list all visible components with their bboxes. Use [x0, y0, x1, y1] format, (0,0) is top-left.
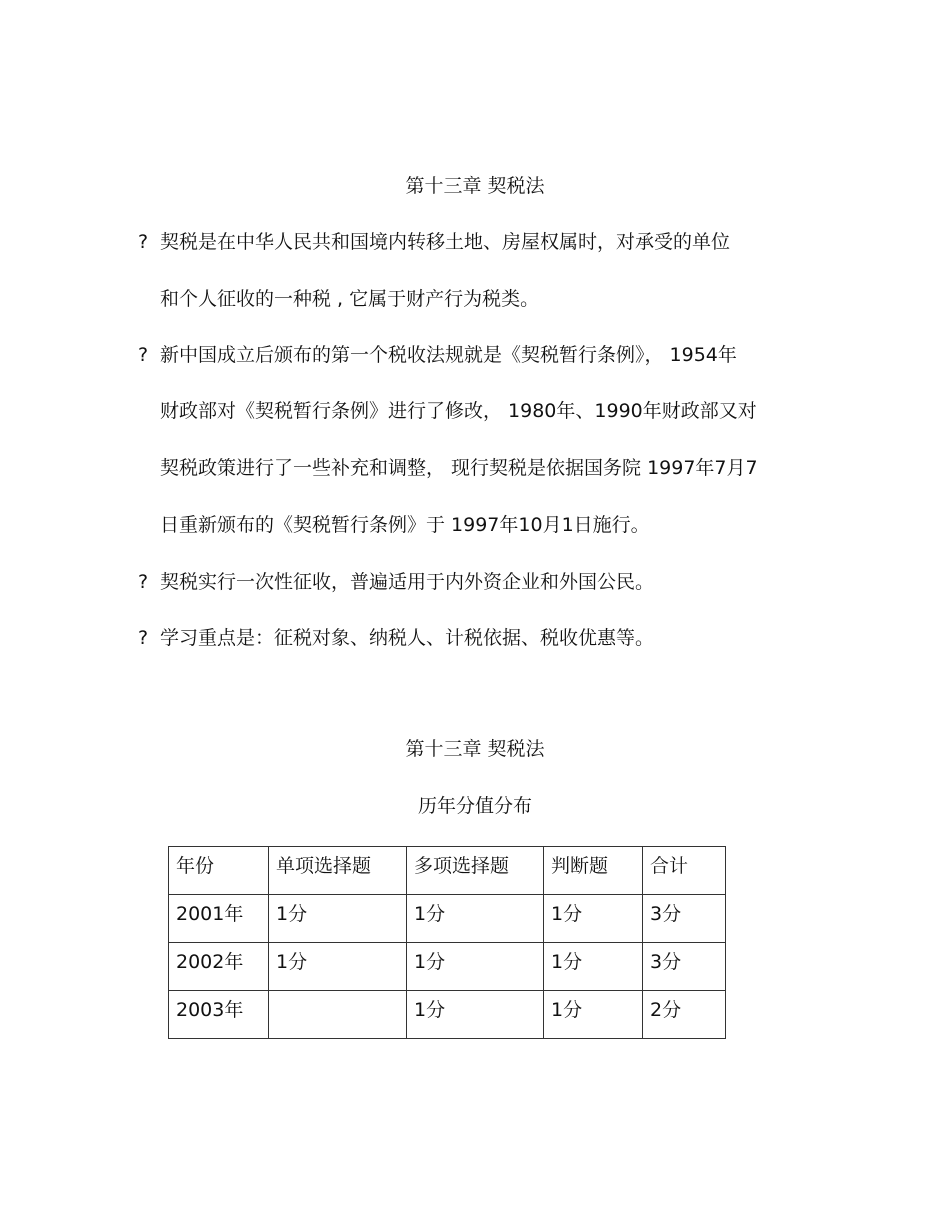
table-cell: 1分 [407, 991, 544, 1039]
table-cell: 2003年 [169, 991, 269, 1039]
bullet-line: 财政部对《契税暂行条例》进行了修改， 1980年、1990年财政部又对 [160, 400, 757, 422]
table-cell: 2分 [643, 991, 726, 1039]
table-cell: 1分 [269, 943, 407, 991]
table-caption: 历年分值分布 [417, 795, 532, 817]
header-cell: 多项选择题 [407, 847, 544, 895]
bullet-line: 和个人征收的一种税 , 它属于财产行为税类。 [160, 288, 540, 310]
table-cell: 3分 [643, 943, 726, 991]
table-header-row [169, 847, 726, 895]
header-cell: 合计 [643, 847, 726, 895]
bullet-line: 学习重点是：征税对象、纳税人、计税依据、税收优惠等。 [160, 627, 655, 649]
chapter-title: 第十三章 契税法 [405, 175, 545, 197]
header-cell: 单项选择题 [269, 847, 407, 895]
bullet-mark: ? [138, 627, 149, 649]
table-cell: 1分 [407, 943, 544, 991]
table-cell: 3分 [643, 895, 726, 943]
table-row [169, 991, 726, 1039]
bullet-mark: ? [138, 344, 149, 366]
bullet-mark: ? [138, 571, 149, 593]
table-cell: 2002年 [169, 943, 269, 991]
score-distribution-table [168, 846, 726, 1039]
header-cell: 年份 [169, 847, 269, 895]
chapter-title: 第十三章 契税法 [405, 738, 545, 760]
table-cell [269, 991, 407, 1039]
bullet-line: 日重新颁布的《契税暂行条例》于 1997年10月1日施行。 [160, 514, 650, 536]
bullet-line: 契税政策进行了一些补充和调整， 现行契税是依据国务院 1997年7月7 [160, 457, 758, 479]
table-row [169, 895, 726, 943]
bullet-line: 契税是在中华人民共和国境内转移土地、房屋权属时，对承受的单位 [160, 231, 731, 253]
table-cell: 1分 [269, 895, 407, 943]
table-cell: 1分 [544, 991, 643, 1039]
table-cell: 2001年 [169, 895, 269, 943]
table-row [169, 943, 726, 991]
bullet-line: 新中国成立后颁布的第一个税收法规就是《契税暂行条例》， 1954年 [160, 344, 737, 366]
bullet-mark: ? [138, 231, 149, 253]
table-cell: 1分 [544, 943, 643, 991]
bullet-line: 契税实行一次性征收，普遍适用于内外资企业和外国公民。 [160, 571, 655, 593]
header-cell: 判断题 [544, 847, 643, 895]
table-cell: 1分 [407, 895, 544, 943]
table-cell: 1分 [544, 895, 643, 943]
